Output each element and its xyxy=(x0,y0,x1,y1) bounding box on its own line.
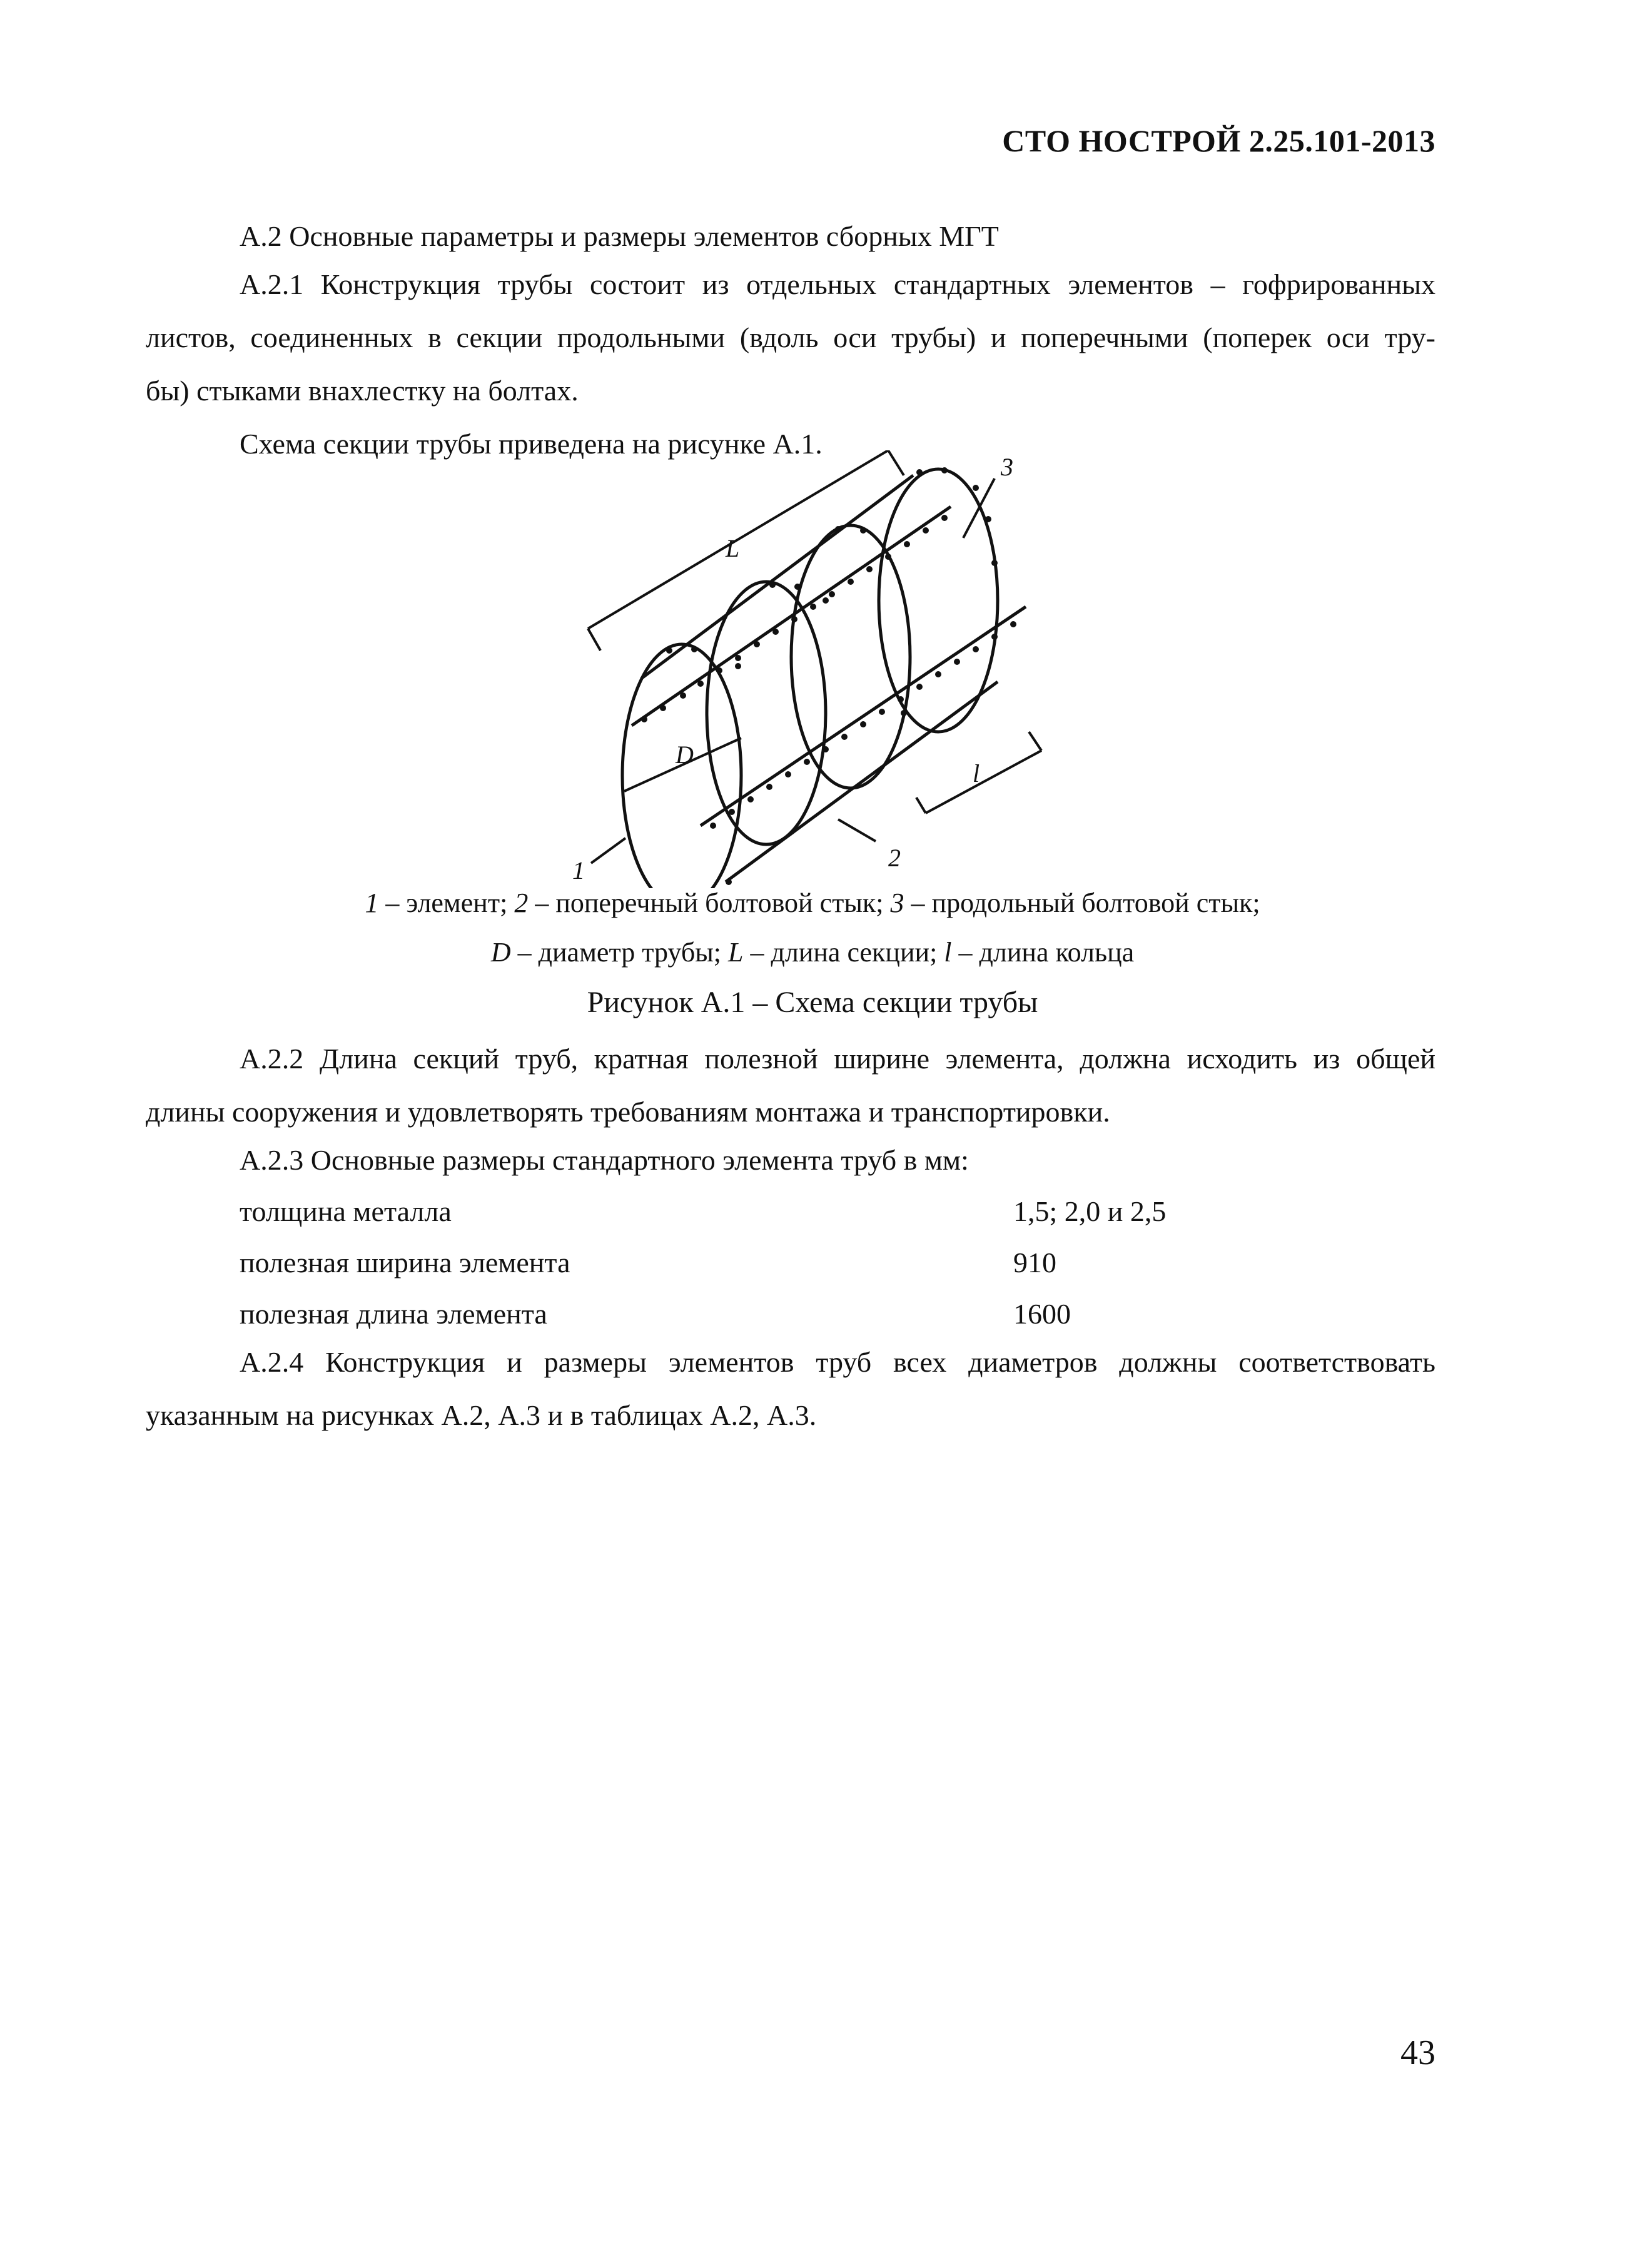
legend-text-1: – элемент; xyxy=(378,888,515,918)
paragraph-a21-line3: бы) стыками внахлестку на болтах. xyxy=(146,375,579,407)
lower-seam xyxy=(701,607,1026,826)
paragraph-a21-line1: А.2.1 Конструкция трубы состоит из отдельных стандартных элементов – гофрированных xyxy=(240,268,1435,300)
legend-symbol-L: L xyxy=(728,937,744,968)
legend-text-L: – длина секции; xyxy=(743,937,944,968)
paragraph-a23-intro: А.2.3 Основные размеры стандартного элемента труб в мм: xyxy=(240,1144,969,1176)
figure-label-1: 1 xyxy=(572,856,585,884)
figure-label-D: D xyxy=(676,741,694,769)
l-dimension-line xyxy=(926,751,1041,813)
figure-label-L: L xyxy=(726,534,740,562)
leader-1 xyxy=(591,838,625,863)
figure-label-l: l xyxy=(973,759,980,787)
legend-text-2: – поперечный болтовой стык; xyxy=(528,888,891,918)
paragraph-a22-line1: А.2.2 Длина секций труб, кратная полезной ширине элемента, должна исходить из общей xyxy=(240,1043,1435,1075)
pipe-section-figure xyxy=(513,450,1063,888)
top-envelope-line xyxy=(641,475,913,679)
paragraph-a24-line2: указанным на рисунках А.2, А.3 и в таблицах А.2, А.3. xyxy=(146,1399,817,1431)
figure-legend-line2 xyxy=(0,936,1625,968)
legend-num-3: 3 xyxy=(890,888,904,918)
legend-num-1: 1 xyxy=(365,888,379,918)
leader-2 xyxy=(838,819,876,841)
paragraph-a24-line1: А.2.4 Конструкция и размеры элементов труб всех диаметров должны соответствовать xyxy=(240,1346,1435,1378)
legend-text-l: – длина кольца xyxy=(951,937,1135,968)
paragraph-a21-line2: листов, соединенных в секции продольными (вдоль оси трубы) и поперечными (поперек оси тру- xyxy=(146,321,1435,353)
figure-caption: Рисунок А.1 – Схема секции трубы xyxy=(587,986,1038,1019)
legend-symbol-D: D xyxy=(490,937,511,968)
dimension-name: толщина металла xyxy=(240,1195,452,1227)
legend-symbol-l: l xyxy=(944,937,952,968)
section-title: А.2 Основные параметры и размеры элементов сборных МГТ xyxy=(240,220,999,252)
figure-label-3: 3 xyxy=(1001,453,1013,481)
upper-seam xyxy=(632,507,951,726)
paragraph-a22-line2: длины сооружения и удовлетворять требованиям монтажа и транспортировки. xyxy=(146,1096,1110,1128)
pipe-section-drawing xyxy=(513,450,1063,888)
dimension-value: 1,5; 2,0 и 2,5 xyxy=(1013,1195,1167,1227)
bolt-dots xyxy=(641,467,1016,885)
legend-num-2: 2 xyxy=(514,888,529,918)
dimension-value: 1600 xyxy=(1013,1298,1071,1330)
legend-text-D: – диаметр трубы; xyxy=(510,937,728,968)
dimension-value: 910 xyxy=(1013,1247,1056,1278)
dimension-name: полезная ширина элемента xyxy=(240,1247,570,1278)
standard-code-header: СТО НОСТРОЙ 2.25.101-2013 xyxy=(1002,123,1435,158)
scheme-reference: Схема секции трубы приведена на рисунке А.1. xyxy=(240,428,823,460)
dimension-name: полезная длина элемента xyxy=(240,1298,547,1330)
figure-legend-line1 xyxy=(0,887,1625,919)
figure-label-2: 2 xyxy=(888,844,901,872)
page-number: 43 xyxy=(1400,2033,1435,2072)
middle-ring xyxy=(791,525,910,788)
legend-text-3: – продольный болтовой стык; xyxy=(904,888,1260,918)
inner-ring xyxy=(707,582,826,844)
